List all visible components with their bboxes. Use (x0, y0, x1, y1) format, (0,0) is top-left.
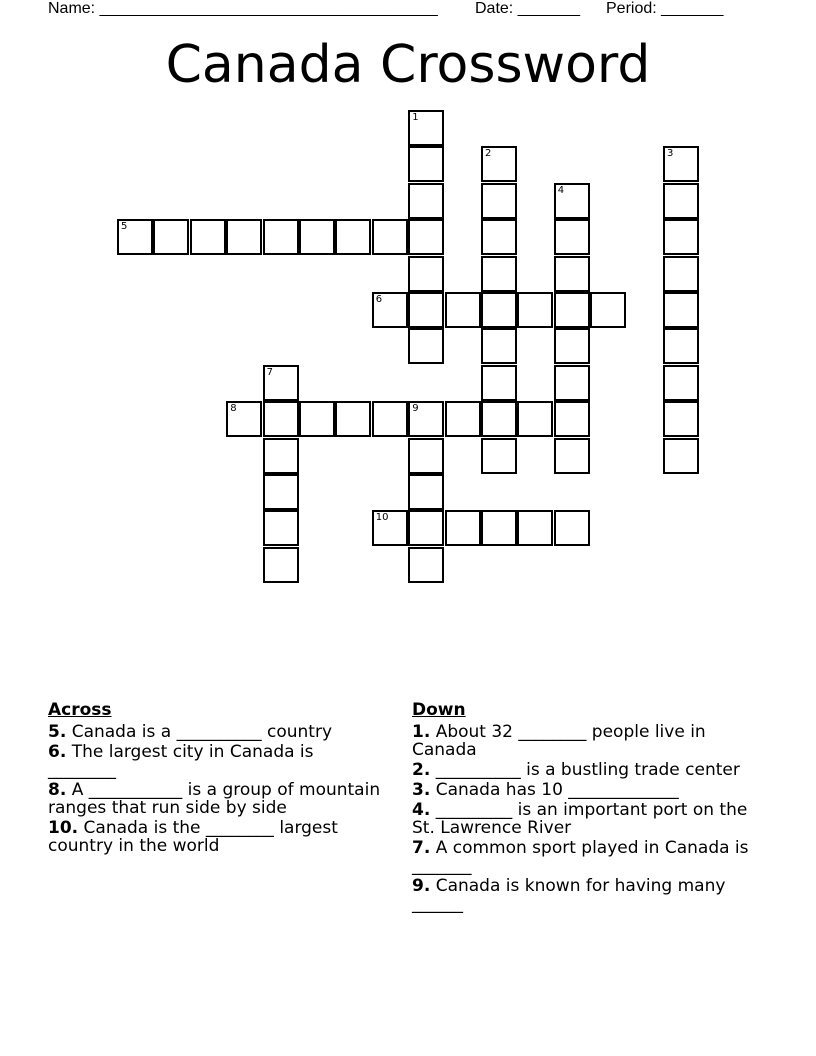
grid-cell[interactable] (408, 219, 444, 255)
grid-cell[interactable] (663, 292, 699, 328)
page-title: Canada Crossword (165, 35, 651, 95)
cell-number: 4 (557, 184, 565, 196)
down-clues (412, 701, 757, 915)
clue-down-4 (412, 801, 757, 837)
grid-cell[interactable] (408, 183, 444, 219)
grid-cell[interactable] (445, 401, 481, 437)
grid-cell[interactable] (663, 256, 699, 292)
grid-cell[interactable] (335, 219, 371, 255)
grid-cell[interactable] (481, 256, 517, 292)
clue-across-10 (48, 819, 384, 855)
grid-cell[interactable] (554, 401, 590, 437)
cell-number: 1 (412, 112, 419, 123)
clue-number: 10. (48, 818, 79, 838)
grid-cell[interactable] (481, 219, 517, 255)
grid-cell[interactable] (263, 474, 299, 510)
cell-number: 6 (375, 294, 383, 305)
grid-cell[interactable] (554, 438, 590, 474)
grid-cell[interactable] (335, 401, 371, 437)
grid-cell[interactable] (372, 219, 408, 255)
clue-down-3 (412, 781, 757, 799)
grid-cell[interactable] (517, 510, 553, 546)
grid-cell[interactable] (554, 292, 590, 328)
grid-cell[interactable] (408, 292, 444, 328)
cell-number: 2 (485, 148, 492, 160)
grid-cell[interactable] (226, 219, 262, 255)
grid-cell[interactable] (554, 256, 590, 292)
grid-cell[interactable] (663, 438, 699, 474)
grid-cell[interactable] (663, 328, 699, 364)
grid-cell[interactable] (299, 219, 335, 255)
grid-cell[interactable] (481, 183, 517, 219)
grid-cell[interactable] (263, 401, 299, 437)
grid-cell[interactable] (263, 510, 299, 546)
grid-cell[interactable] (554, 365, 590, 401)
grid-cell[interactable] (117, 219, 153, 255)
cell-number: 5 (121, 221, 128, 233)
grid-cell[interactable] (263, 438, 299, 474)
grid-cell[interactable] (663, 146, 699, 182)
grid-cell[interactable] (299, 401, 335, 437)
period-field[interactable]: Period: _______ (606, 0, 724, 17)
clue-text: _________ is an important port on the St. Lawrence River (412, 800, 748, 838)
grid-cell[interactable] (153, 219, 189, 255)
across-clues (48, 701, 384, 857)
grid-cell[interactable] (663, 183, 699, 219)
cell-number: 8 (230, 403, 237, 415)
grid-cell[interactable] (263, 547, 299, 583)
grid-cell[interactable] (445, 510, 481, 546)
grid-cell[interactable] (481, 438, 517, 474)
clue-text: Canada is known for having many ______ (412, 876, 726, 914)
grid-cell[interactable] (408, 510, 444, 546)
grid-cell[interactable] (372, 292, 408, 328)
grid-cell[interactable] (408, 328, 444, 364)
clue-number: 3. (412, 780, 431, 800)
across-heading: Across (48, 700, 112, 720)
grid-cell[interactable] (481, 401, 517, 437)
grid-cell[interactable] (481, 146, 517, 182)
cell-number: 7 (266, 366, 273, 378)
clue-text: About 32 ________ people live in Canada (412, 722, 706, 760)
grid-cell[interactable] (517, 292, 553, 328)
grid-cell[interactable] (372, 510, 408, 546)
cell-number: 9 (412, 403, 419, 415)
grid-cell[interactable] (226, 401, 262, 437)
grid-cell[interactable] (554, 328, 590, 364)
grid-cell[interactable] (663, 401, 699, 437)
clue-down-2 (412, 761, 757, 779)
clue-number: 4. (412, 800, 431, 820)
down-heading: Down (412, 700, 466, 720)
clue-text: __________ is a bustling trade center (435, 760, 740, 780)
grid-cell[interactable] (408, 146, 444, 182)
grid-cell[interactable] (517, 401, 553, 437)
clue-text: A common sport played in Canada is _______ (412, 838, 749, 876)
grid-cell[interactable] (554, 510, 590, 546)
grid-cell[interactable] (408, 256, 444, 292)
grid-cell[interactable] (590, 292, 626, 328)
clue-text: The largest city in Canada is ________ (48, 742, 314, 780)
grid-cell[interactable] (372, 401, 408, 437)
grid-cell[interactable] (663, 219, 699, 255)
clue-text: Canada is the ________ largest country in the world (48, 818, 338, 856)
clue-number: 8. (48, 780, 67, 800)
grid-cell[interactable] (263, 365, 299, 401)
clue-number: 5. (48, 722, 67, 742)
grid-cell[interactable] (263, 219, 299, 255)
cell-number: 3 (667, 148, 674, 160)
date-field[interactable]: Date: _______ (475, 0, 580, 17)
clue-number: 6. (48, 742, 67, 762)
clue-down-7 (412, 839, 757, 875)
grid-cell[interactable] (481, 292, 517, 328)
grid-cell[interactable] (481, 365, 517, 401)
name-field[interactable]: Name: ______________________________________ (48, 0, 438, 17)
cell-number: 10 (375, 512, 389, 524)
grid-cell[interactable] (408, 438, 444, 474)
grid-cell[interactable] (408, 547, 444, 583)
clue-number: 2. (412, 760, 431, 780)
grid-cell[interactable] (554, 183, 590, 219)
clue-across-5 (48, 723, 384, 741)
clue-across-8 (48, 781, 384, 817)
clue-text: A ___________ is a group of mountain ranges that run side by side (48, 780, 381, 818)
grid-cell[interactable] (408, 110, 444, 146)
clue-down-1 (412, 723, 757, 759)
clue-text: Canada has 10 _____________ (435, 780, 679, 800)
grid-cell[interactable] (663, 365, 699, 401)
clue-number: 9. (412, 876, 431, 896)
clue-text: Canada is a __________ country (71, 722, 333, 742)
grid-cell[interactable] (445, 292, 481, 328)
grid-cell[interactable] (408, 474, 444, 510)
clue-down-9 (412, 877, 757, 913)
grid-cell[interactable] (190, 219, 226, 255)
grid-cell[interactable] (481, 510, 517, 546)
grid-cell[interactable] (481, 328, 517, 364)
clue-across-6 (48, 743, 384, 779)
clue-number: 1. (412, 722, 431, 742)
grid-cell[interactable] (554, 219, 590, 255)
clue-number: 7. (412, 838, 431, 858)
grid-cell[interactable] (408, 401, 444, 437)
